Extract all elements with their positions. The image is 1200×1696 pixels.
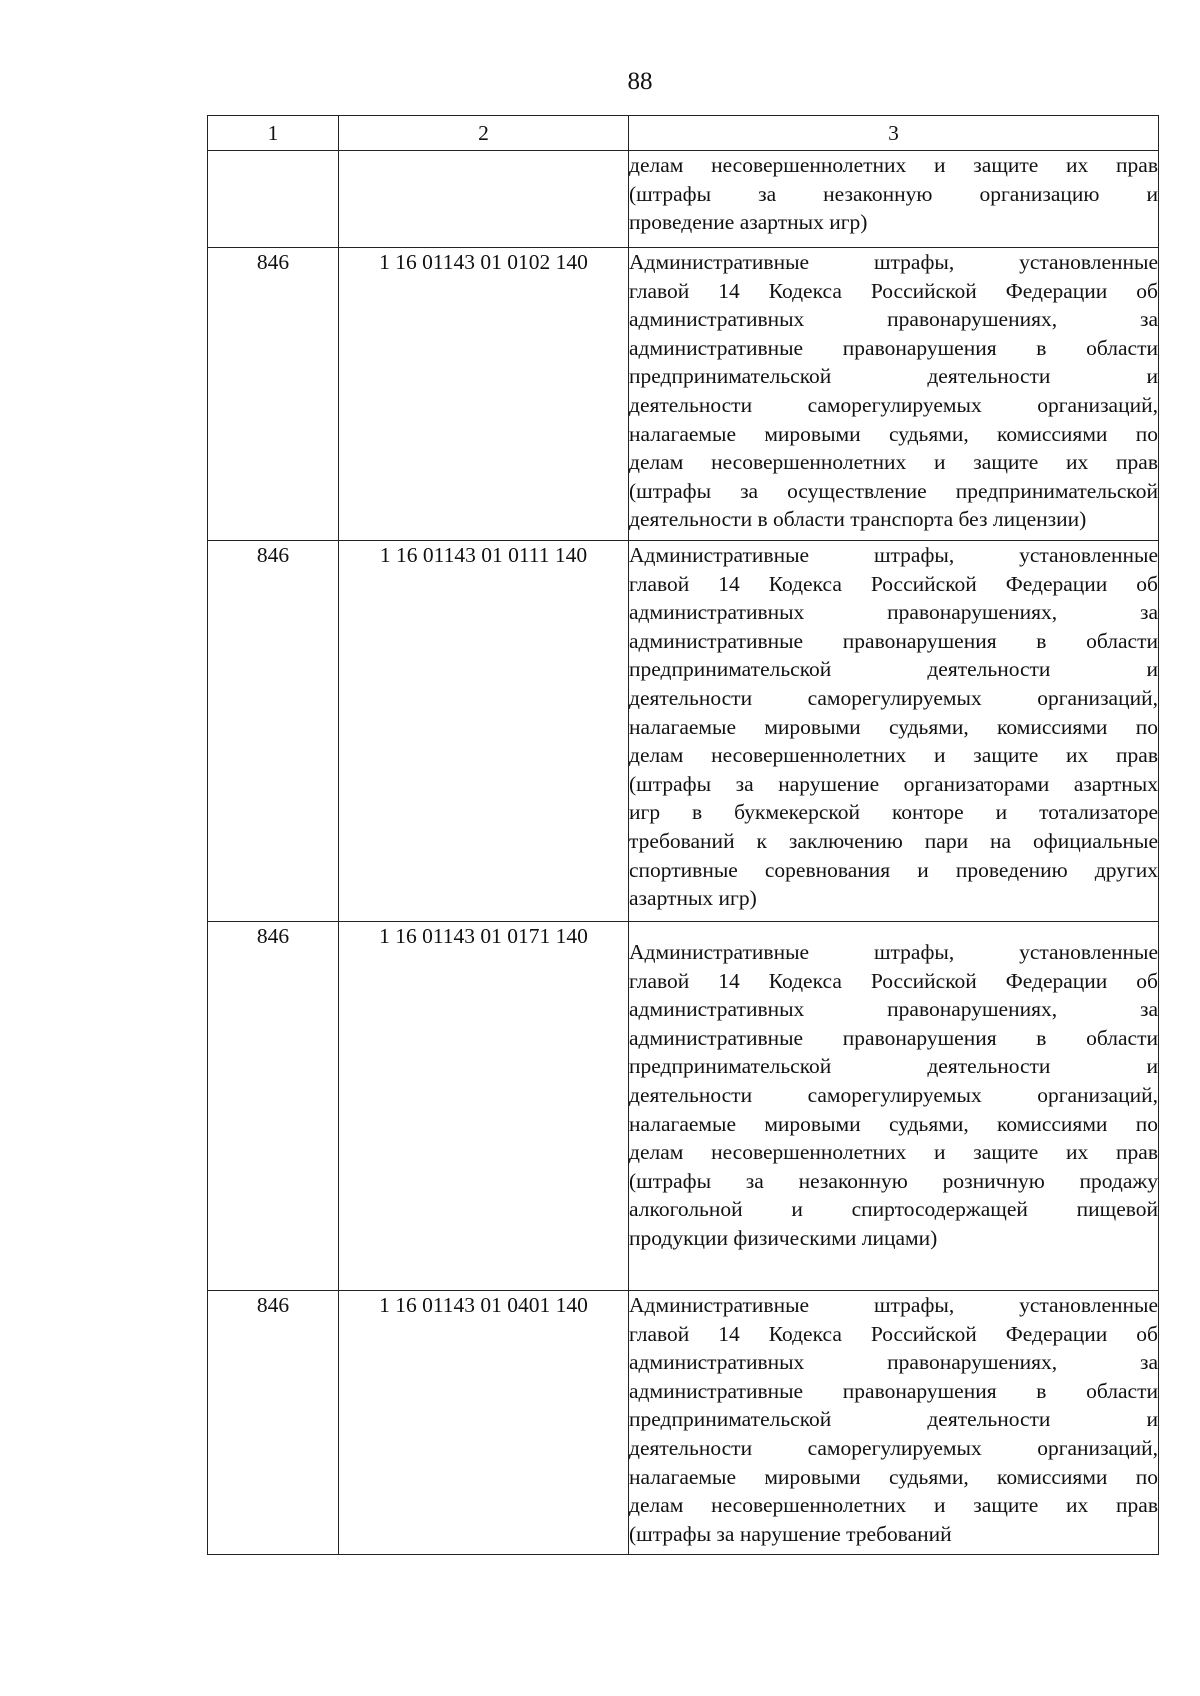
header-col-1: 1 xyxy=(208,116,339,151)
description-line: деятельности саморегулируемых организаций, xyxy=(629,685,1158,710)
description-line: административные правонарушения в области xyxy=(629,628,1158,653)
description-line: налагаемые мировыми судьями, комиссиями по xyxy=(629,421,1158,446)
budget-code-cell xyxy=(339,151,629,248)
description-cell xyxy=(629,248,1159,541)
description-line: делам несовершеннолетних и защите их прав xyxy=(629,450,1158,475)
table-row xyxy=(208,922,1159,1291)
description-line: главой 14 Кодекса Российской Федерации об xyxy=(629,571,1158,596)
description-cell xyxy=(629,541,1159,922)
description-line: предпринимательской деятельности и xyxy=(629,364,1158,389)
description-line: азартных игр) xyxy=(629,886,757,911)
description-line: (штрафы за незаконную организацию и xyxy=(629,181,1158,206)
description-line: игр в букмекерской конторе и тотализаторе xyxy=(629,800,1158,825)
description-line: главой 14 Кодекса Российской Федерации об xyxy=(629,1321,1158,1346)
budget-code-cell: 1 16 01143 01 0171 140 xyxy=(339,922,629,1291)
description-cell xyxy=(629,1291,1159,1555)
description-line: деятельности саморегулируемых организаций, xyxy=(629,392,1158,417)
description-line: главой 14 Кодекса Российской Федерации об xyxy=(629,968,1158,993)
description-line: требований к заключению пари на официальные xyxy=(629,828,1158,853)
table-row xyxy=(208,541,1159,922)
description-line: (штрафы за незаконную розничную продажу xyxy=(629,1168,1158,1193)
description-line: предпринимательской деятельности и xyxy=(629,1407,1158,1432)
description-line: проведение азартных игр) xyxy=(629,210,868,235)
description-line: делам несовершеннолетних и защите их прав xyxy=(629,153,1158,177)
description-line: административных правонарушениях, за xyxy=(629,1350,1158,1375)
description-cell xyxy=(629,922,1159,1291)
description-line: делам несовершеннолетних и защите их прав xyxy=(629,1493,1158,1518)
description-line: главой 14 Кодекса Российской Федерации об xyxy=(629,278,1158,303)
description-line: Административные штрафы, установленные xyxy=(629,250,1158,274)
budget-code-cell: 1 16 01143 01 0401 140 xyxy=(339,1291,629,1555)
description-line: административных правонарушениях, за xyxy=(629,307,1158,332)
budget-codes-table xyxy=(207,115,1159,1555)
table-row xyxy=(208,248,1159,541)
description-line: (штрафы за нарушение организаторами азартных xyxy=(629,771,1158,796)
table-row xyxy=(208,151,1159,248)
description-line: административные правонарушения в области xyxy=(629,1378,1158,1403)
description-line: налагаемые мировыми судьями, комиссиями по xyxy=(629,1464,1158,1489)
description-line: (штрафы за нарушение требований xyxy=(629,1521,952,1546)
budget-code-cell: 1 16 01143 01 0111 140 xyxy=(339,541,629,922)
description-line: деятельности саморегулируемых организаций, xyxy=(629,1435,1158,1460)
admin-code-cell: 846 xyxy=(208,1291,339,1555)
description-line: предпринимательской деятельности и xyxy=(629,1054,1158,1079)
description-line: деятельности саморегулируемых организаций, xyxy=(629,1082,1158,1107)
description-line: административные правонарушения в области xyxy=(629,335,1158,360)
admin-code-cell: 846 xyxy=(208,248,339,541)
description-line: алкогольной и спиртосодержащей пищевой xyxy=(629,1197,1158,1222)
table-row xyxy=(208,1291,1159,1555)
description-line: деятельности в области транспорта без лицензии) xyxy=(629,507,1087,532)
admin-code-cell: 846 xyxy=(208,922,339,1291)
description-line: (штрафы за осуществление предпринимательской xyxy=(629,478,1158,503)
description-line: продукции физическими лицами) xyxy=(629,1225,938,1250)
description-line: административных правонарушениях, за xyxy=(629,600,1158,625)
admin-code-cell: 846 xyxy=(208,541,339,922)
description-line: делам несовершеннолетних и защите их прав xyxy=(629,743,1158,768)
description-line: спортивные соревнования и проведению других xyxy=(629,857,1158,882)
admin-code-cell xyxy=(208,151,339,248)
description-line: административные правонарушения в области xyxy=(629,1025,1158,1050)
table-header-row xyxy=(208,116,1159,151)
budget-code-cell: 1 16 01143 01 0102 140 xyxy=(339,248,629,541)
description-line: налагаемые мировыми судьями, комиссиями по xyxy=(629,714,1158,739)
description-line: Административные штрафы, установленные xyxy=(629,940,1158,964)
header-col-2: 2 xyxy=(339,116,629,151)
header-col-3: 3 xyxy=(629,116,1159,151)
description-line: предпринимательской деятельности и xyxy=(629,657,1158,682)
description-line: налагаемые мировыми судьями, комиссиями по xyxy=(629,1111,1158,1136)
description-line: административных правонарушениях, за xyxy=(629,997,1158,1022)
description-line: делам несовершеннолетних и защите их прав xyxy=(629,1140,1158,1165)
description-line: Административные штрафы, установленные xyxy=(629,543,1158,567)
page-number: 88 xyxy=(627,68,653,95)
description-line: Административные штрафы, установленные xyxy=(629,1293,1158,1317)
description-cell xyxy=(629,151,1159,248)
